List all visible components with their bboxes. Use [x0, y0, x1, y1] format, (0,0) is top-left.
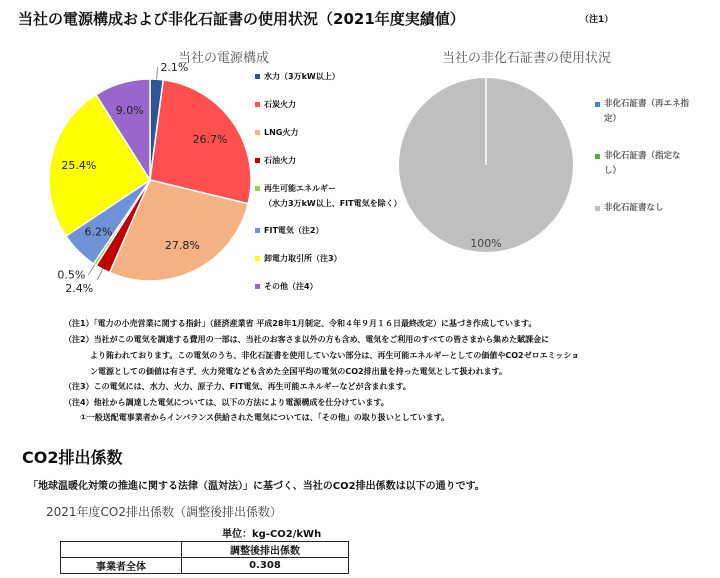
legend-item: [604, 149, 714, 179]
note-2-line-3: ン電源としての価値は有さず、火力発電なども含めた全国平均の電気のCO2排出量を持った電気として扱われます。: [90, 367, 507, 376]
title-note: （注1）: [580, 15, 614, 25]
co2-description: 「地球温暖化対策の推進に関する法律（温対法）」に基づく、当社のCO2排出係数は以下の通りです。: [28, 481, 485, 492]
legend-label: 非化石証書なし: [604, 203, 664, 213]
note-2-line-1: （注2）当社がこの電気を調達する費用の一部は、当社のお客さま以外の方も含め、電気をご利用のすべての皆さまから集めた賦課金に: [64, 335, 550, 344]
legend-label: LNG火力: [264, 128, 299, 137]
co2-table: [60, 541, 349, 574]
table-header-cell: 調整後排出係数: [182, 542, 349, 558]
pie-data-label: 2.4%: [65, 281, 94, 295]
legend-label: 再生可能エネルギー: [264, 184, 336, 193]
table-row: [61, 558, 349, 574]
legend-label: （水力3万kW以上、FIT電気を除く）: [264, 199, 402, 208]
pie-data-label: 0.5%: [57, 268, 86, 282]
legend-label: 非化石証書（再エネ指: [604, 99, 690, 109]
note-3: （注3）この電気には、水力、火力、原子力、FIT電気、再生可能エネルギーなどが含まれます。: [64, 382, 411, 391]
power-mix-chart-title: 当社の電源構成: [178, 51, 270, 66]
co2-unit-label: 単位：kg-CO2/kWh: [222, 529, 322, 540]
pie-data-label: 9.0%: [115, 104, 144, 118]
legend-label: 石油火力: [264, 156, 296, 165]
legend-item: [604, 201, 714, 216]
pie-data-label: 26.7%: [192, 132, 228, 146]
pie-data-label: 25.4%: [61, 158, 97, 172]
pie-data-label: 2.1%: [160, 61, 189, 75]
legend-label: 定）: [604, 114, 622, 124]
legend-label: 卸電力取引所（注3）: [264, 254, 342, 263]
legend-swatch: [595, 206, 600, 211]
legend-label: その他（注4）: [264, 282, 318, 291]
legend-label: 石炭火力: [264, 100, 296, 109]
note-1: （注1）「電力の小売営業に関する指針」（経済産業省 平成28年1月制定、令和４年９月１６日最終改定）に基づき作成しています。: [64, 319, 537, 328]
legend-label: 非化石証書（指定な: [604, 151, 681, 161]
co2-heading: CO2排出係数: [22, 448, 123, 467]
table-header-row: [61, 542, 349, 558]
legend-swatch: [595, 154, 600, 159]
pie-data-label: 27.8%: [164, 239, 200, 253]
certificate-chart-title: 当社の非化石証書の使用状況: [442, 51, 612, 66]
note-4: （注4）他社から調達した電気については、以下の方法により電源構成を仕分けています。: [64, 398, 389, 407]
co2-subtitle: 2021年度CO2排出係数（調整後排出係数）: [46, 505, 282, 519]
pie-data-label: 6.2%: [84, 225, 113, 239]
pie-data-label: 100%: [470, 237, 502, 250]
legend-swatch: [595, 102, 600, 107]
legend-label: 水力（3万kW以上）: [264, 72, 340, 81]
legend-label: FIT電気（注2）: [264, 226, 324, 235]
note-2-line-2: より賄われております。この電気のうち、非化石証書を使用していない部分は、再生可能エネルギーとしての価値やCO2ゼロエミッショ: [90, 351, 580, 360]
table-header-cell: [61, 542, 182, 558]
note-4-item-1: ①一般送配電事業者からインバランス供給された電気については、「その他」の取り扱いとしています。: [80, 413, 450, 422]
legend-label: し）: [604, 166, 622, 176]
page-title: 当社の電源構成および非化石証書の使用状況（2021年度実績値）: [18, 10, 465, 28]
table-cell-entity: 事業者全体: [61, 558, 182, 574]
legend-item: [604, 97, 714, 127]
table-cell-value: 0.308: [182, 558, 349, 574]
